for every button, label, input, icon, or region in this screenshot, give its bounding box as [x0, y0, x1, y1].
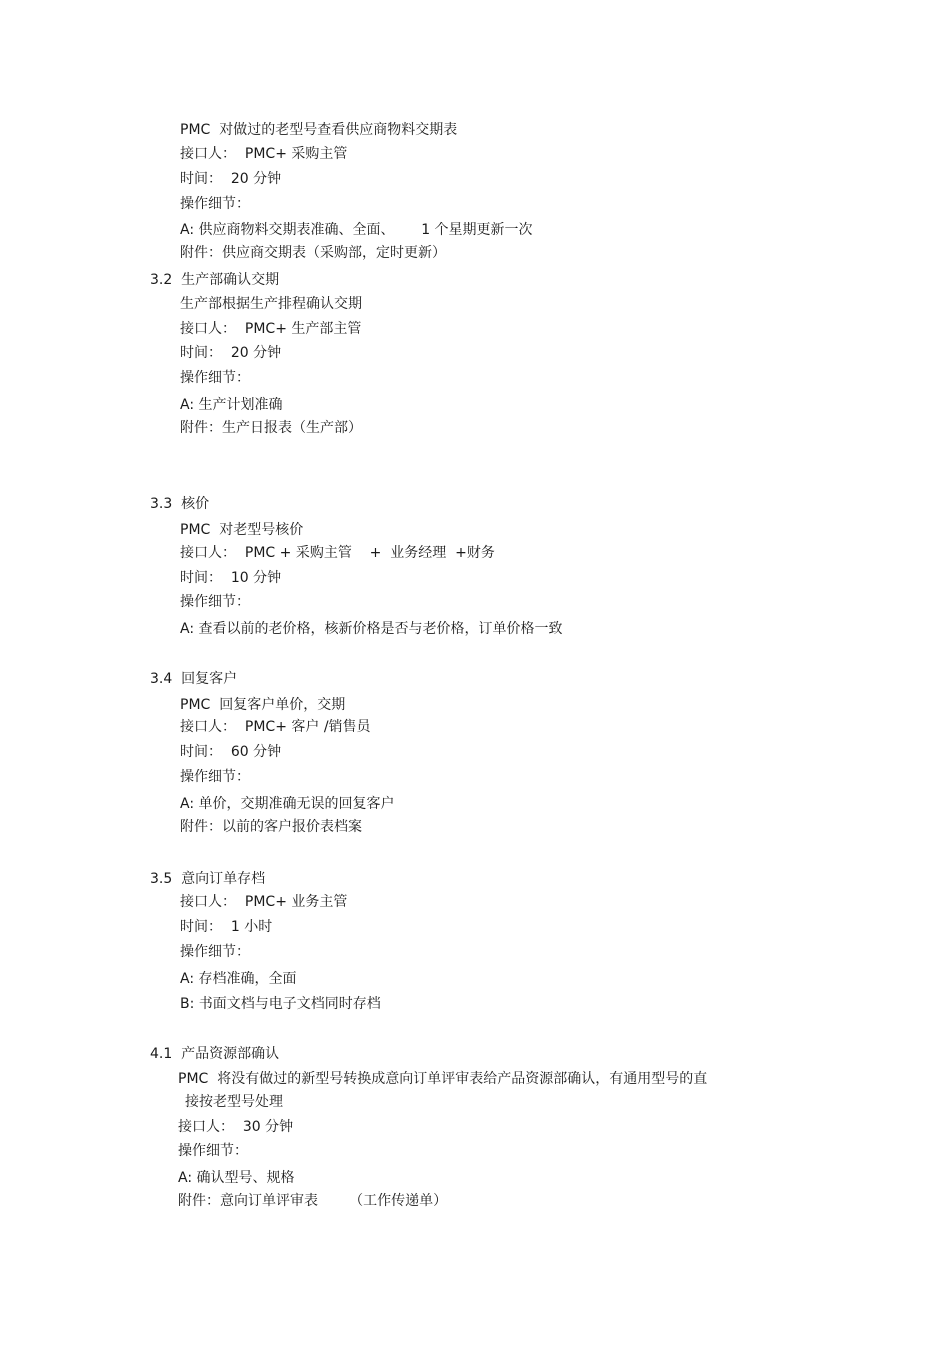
s31-line-detail-label: 操作细节：: [180, 196, 250, 212]
s35-line-detail-b: B: 书面文档与电子文档同时存档: [180, 996, 381, 1012]
s41-line-contact: 接口人： 30 分钟: [178, 1119, 294, 1135]
s35-line-detail-a: A: 存档准确，全面: [180, 971, 297, 987]
s35-line-contact: 接口人： PMC+ 业务主管: [180, 894, 348, 910]
s32-line-contact: 接口人： PMC+ 生产部主管: [180, 321, 362, 337]
s41-line-detail-a: A: 确认型号、规格: [178, 1170, 295, 1186]
s31-line-attachment: 附件：供应商交期表（采购部，定时更新）: [180, 245, 446, 261]
s33-line-contact: 接口人： PMC + 采购主管 + 业务经理 +财务: [180, 545, 495, 561]
s34-line-time: 时间： 60 分钟: [180, 744, 282, 760]
s35-heading: 3.5 意向订单存档: [150, 871, 266, 887]
s32-line-intro: 生产部根据生产排程确认交期: [180, 296, 362, 312]
s33-heading: 3.3 核价: [150, 496, 210, 512]
s33-line-detail-label: 操作细节：: [180, 594, 250, 610]
s32-line-detail-a: A: 生产计划准确: [180, 397, 283, 413]
s33-line-time: 时间： 10 分钟: [180, 570, 282, 586]
s31-line-intro: PMC 对做过的老型号查看供应商物料交期表: [180, 122, 458, 138]
s41-line-intro-cont: 接按老型号处理: [185, 1094, 283, 1110]
s32-line-detail-label: 操作细节：: [180, 370, 250, 386]
s41-heading: 4.1 产品资源部确认: [150, 1046, 280, 1062]
s32-line-attachment: 附件：生产日报表（生产部）: [180, 420, 362, 436]
s31-line-contact: 接口人： PMC+ 采购主管: [180, 146, 348, 162]
s41-line-attachment: 附件：意向订单评审表 （工作传递单）: [178, 1193, 448, 1209]
s32-line-time: 时间： 20 分钟: [180, 345, 282, 361]
s31-line-time: 时间： 20 分钟: [180, 171, 282, 187]
s34-line-contact: 接口人： PMC+ 客户 /销售员: [180, 719, 371, 735]
s34-line-intro: PMC 回复客户单价，交期: [180, 697, 346, 713]
s41-line-intro: PMC 将没有做过的新型号转换成意向订单评审表给产品资源部确认，有通用型号的直: [178, 1071, 708, 1087]
s34-heading: 3.4 回复客户: [150, 671, 238, 687]
s31-line-detail-a: A: 供应商物料交期表准确、全面、 1 个星期更新一次: [180, 222, 533, 238]
s33-line-intro: PMC 对老型号核价: [180, 522, 304, 538]
s34-line-detail-label: 操作细节：: [180, 769, 250, 785]
s33-line-detail-a: A: 查看以前的老价格，核新价格是否与老价格，订单价格一致: [180, 621, 563, 637]
s34-line-attachment: 附件：以前的客户报价表档案: [180, 819, 362, 835]
s41-line-detail-label: 操作细节：: [178, 1143, 248, 1159]
s32-heading: 3.2 生产部确认交期: [150, 272, 280, 288]
s34-line-detail-a: A: 单价，交期准确无误的回复客户: [180, 796, 395, 812]
s35-line-detail-label: 操作细节：: [180, 944, 250, 960]
s35-line-time: 时间： 1 小时: [180, 919, 273, 935]
